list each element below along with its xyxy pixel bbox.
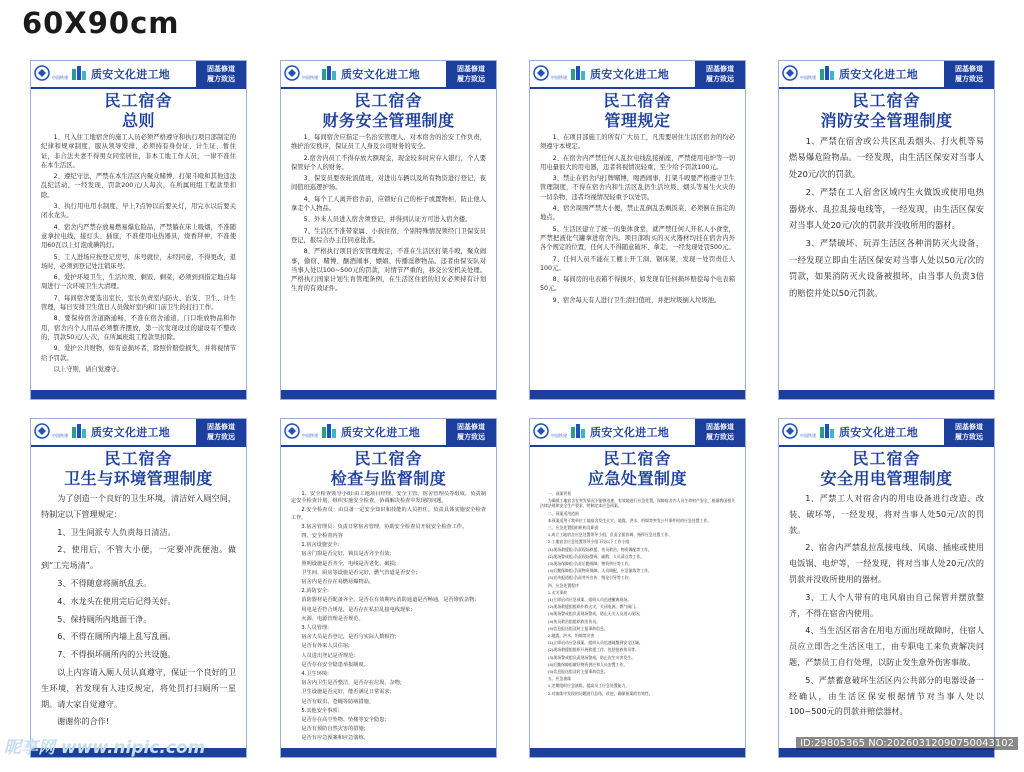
rule-paragraph: 是否有蚊虫、苍蝇等防病措施。 (301, 698, 375, 705)
panel-header (31, 61, 246, 89)
panel-footer-bar (31, 390, 246, 399)
slogan-badge (196, 419, 246, 445)
brand-name: 质安文化进工地 (341, 426, 421, 439)
rule-paragraph: (2)现场救援组组织扑救火灾，关闭电源、燃气阀门。 (547, 604, 639, 610)
rule-paragraph: (2)现场警戒组:负责现场警戒、疏散、人员清点等工作。 (547, 553, 645, 559)
rule-paragraph: (4)后勤保障组:负责物资保障、人员调配、应急演练等工作。 (547, 568, 652, 574)
panel-title-line1: 民工宿舍 (354, 449, 423, 468)
rule-paragraph: 7、任何人员不能在工棚上开工洞、锯床架，发现一处罚责任人100元。 (540, 255, 735, 272)
rule-paragraph: 以上守则，请自觉遵守。 (53, 365, 123, 373)
slogan-badge (944, 419, 994, 445)
logo-text: 中国铁建 (800, 433, 816, 438)
rule-paragraph: 9、宿舍每天有人进行卫生清扫值班，并把垃圾倒入垃圾池。 (552, 296, 721, 304)
company-logo-icon (284, 422, 338, 441)
logo-text: 中国铁建 (302, 75, 318, 80)
rule-paragraph: 5、外来人员进入宿舍须登记，并得到认证方可进入宿舍楼。 (303, 216, 472, 224)
rule-paragraph: 5、生活区建立了统一的集体食堂，就严禁任何人开私人小食堂，严禁把液化气罐拿进宿舍内。项目部购买的灭火器材均挂在宿舍内外各个规定的位置，任何人不得随意破坏、拿走，一经发现处罚500元。 (540, 225, 735, 252)
rule-paragraph: 3.宿舍管理员：负责日常宿舍管理，协助安全检查员开展安全检查工作。 (301, 523, 468, 530)
rule-paragraph: (5)信息报送组及时上报事故信息。 (547, 625, 608, 631)
rule-paragraph: 4、水龙头在使用完后记得关好。 (57, 595, 176, 606)
company-logo-icon (34, 64, 88, 83)
rule-paragraph: 8、每间房的电表箱不得损坏，如发现有任何损坏赔偿每个电表箱50元。 (540, 276, 735, 293)
rule-paragraph: 7、不得损坏厕所内的公共设施。 (57, 649, 176, 660)
slogan-line2: 履方致远 (207, 433, 235, 441)
rule-paragraph: 3、不得随意将厕纸乱丢。 (57, 577, 152, 588)
rule-paragraph: 火源、电源管理是否规范。 (301, 615, 364, 622)
rule-paragraph: 7、生活区不准带家属、小孩住宿，个别特殊情况须经门卫保安员登记，报综合办主任同意批准。 (291, 227, 486, 244)
rule-paragraph: 3、执行用电用水制度，早上7点钟以后要关灯，用完水以后要关闭水龙头。 (41, 203, 236, 220)
panel-title (31, 449, 246, 489)
rule-paragraph: 卫生间、厨房等设施是否完好，燃气管道是否安全; (301, 569, 418, 576)
rule-paragraph: 5、工人进场应按登记房号，床号就位，未经同意，不得更改，退场时，必须到登记处注销床号。 (41, 253, 236, 270)
rule-paragraph: (4)伤员救治组组织救治伤员。 (547, 618, 600, 624)
rule-paragraph: (1)现场救援组:负责现场救援、伤员救治、物资调配等工作。 (547, 546, 652, 552)
rule-paragraph: 1.成立工地宿舍应急处置领导小组，负责全面协调、指挥应急处置工作。 (547, 532, 673, 538)
signboard-grid (30, 60, 996, 760)
panel-title-line2: 总则 (121, 111, 155, 130)
rule-paragraph: 三、应急处置组织机构及职责 (547, 525, 599, 531)
panel-header (779, 61, 994, 89)
rule-paragraph: 为了创造一个良好的卫生环境，清洁好入厕空间，特制定以下管理规定： (41, 493, 236, 519)
rule-paragraph: 7、每间宿舍要选出室长，室长负责室内防火、治安、卫生、计生管理，每日安排卫生值日人员做好室内和门前卫生的打扫工作。 (41, 294, 236, 312)
rule-paragraph: 谢谢你的合作! (57, 716, 109, 727)
slogan-line1: 固基修道 (955, 65, 983, 73)
rule-paragraph: 3、工人个人带有的电风扇由自己保管并摆放整齐，不得在宿舍内使用。 (789, 591, 984, 618)
rule-paragraph: 宿舍门窗是否完好，锁具是否齐全有效; (301, 551, 392, 558)
rule-paragraph: 5、保持厕所内地面干净。 (57, 613, 152, 624)
watermark-site: 昵享网 www.nipic.com (4, 738, 206, 758)
company-logo-icon (782, 422, 836, 441)
rule-paragraph: 2、使用后，不管大小便，一定要冲洗便池。做到“工完场清”。 (41, 544, 236, 571)
slogan-badge (695, 419, 745, 445)
rule-paragraph: 用电是否符合规范，是否存在私拉乱接电线现象; (301, 606, 413, 613)
panel-title-line1: 民工宿舍 (104, 91, 173, 110)
slogan-line1: 固基修道 (706, 423, 734, 431)
rule-paragraph: 四、应急处置程序 (547, 582, 579, 588)
rule-paragraph: 宿舍人员是否登记，是否与实际人数相符; (301, 634, 397, 641)
rule-paragraph: 1、严禁在宿舍或公共区乱丢烟头、打火机等易燃易爆危险物品。一经发现，由生活区保安对当事人处20元/次的罚款。 (789, 136, 984, 179)
slogan-line2: 履方致远 (706, 75, 734, 83)
slogan-line1: 固基修道 (706, 65, 734, 73)
panel-inspection-supervision (280, 418, 497, 758)
rule-paragraph: 四、安全检查内容 (301, 533, 343, 540)
rule-paragraph: 是否有预防自然灾害的措施; (301, 726, 366, 733)
rule-paragraph: 1.火灾事故 (547, 589, 568, 595)
brand-name: 质安文化进工地 (839, 68, 919, 81)
rule-paragraph: 2、严禁在工人宿舍区域内生火做饭或使用电热器烧水、乱拉乱接电线等，一经发现，由生活区保安对当事人处20元/次的罚款并没收所用的器材。 (789, 187, 984, 231)
slogan-line1: 固基修道 (207, 65, 235, 73)
watermark-id: ID:29805365 NO:20260312090750043102 (796, 737, 1018, 750)
rule-paragraph: 4、每个工人离开宿舍前，应锁好自己的柜子或置物柜，防止他人拿走个人物品。 (291, 195, 486, 213)
brand-name: 质安文化进工地 (341, 68, 421, 81)
rule-paragraph: 1.宿舍设施安全: (301, 542, 340, 549)
slogan-line2: 履方致远 (457, 75, 485, 83)
panel-title (281, 91, 496, 131)
panel-dorm-general-rules (30, 60, 247, 400)
rule-paragraph: 1、安全检查领导小组:由工地项目经理、安全主管、宿舍管理员等组成，负责制定安全检查计划，组织实施安全检查，协调解决检查中发现的问题。 (291, 491, 486, 505)
rule-paragraph: 3、保安员要夜轮流值班，对进出车辆以及所有物资进行登记，夜间值班巡逻护场。 (291, 175, 486, 192)
panel-body (41, 133, 236, 385)
rule-paragraph: 5、严禁蓄意破坏生活区内公共部分的电器设备一经确认，由生活区保安根据情节对当事人处以100~500元的罚款并赔偿器材。 (789, 674, 984, 717)
rule-paragraph: 4、宿舍周围严禁大小便，禁止乱倒乱丢剩饭菜，必须倒在指定的地点。 (540, 205, 735, 222)
company-logo-icon (34, 422, 88, 441)
slogan-line1: 固基修道 (207, 423, 235, 431)
company-logo-icon (533, 422, 587, 441)
rule-paragraph: 照明设施是否齐全，电线是否老化、破损; (301, 560, 397, 567)
rule-paragraph: 宿舍内是否存在易燃易爆物品。 (301, 579, 375, 586)
rule-paragraph: 3、禁止在宿舍内打牌赌博，喝酒闹事，打架斗殴要严格遵守卫生管理制度，不得在宿舍内和生活区乱扔生活垃圾、烟头等易生火灾的一切杂物，违者均视情况轻重予以处罚。 (540, 175, 735, 201)
rule-paragraph: 消防器材是否配备齐全，是否在有效期内;消防通道是否畅通，是否堆放杂物; (301, 597, 477, 604)
panel-title (31, 91, 246, 131)
panel-body (540, 491, 735, 743)
panel-title-line1: 民工宿舍 (104, 449, 173, 468)
panel-title-line1: 民工宿舍 (603, 449, 672, 468)
panel-title (530, 449, 745, 489)
logo-text: 中国铁建 (52, 75, 68, 80)
slogan-line2: 履方致远 (457, 433, 485, 441)
rule-paragraph: 2、遵纪守法，严禁在本生活区内聚众赌博、打架斗殴和其他违法乱纪活动，一经发现，罚款200元/人每次，在所属班组工程款里扣除。 (41, 173, 236, 199)
panel-body (540, 133, 735, 385)
rule-paragraph: 五、应急演练 (547, 676, 572, 682)
slogan-line1: 固基修道 (457, 423, 485, 431)
rule-paragraph: 1、凡入住工地宿舍的施工人员必须严格遵守和执行项目部制定的纪律和规章制度，服从领导安排，必须持有身份证、计生证、暂住证，非合法夫妻不得男女同室居住，非本工地工作人员，一律不准住在本生活区。 (41, 134, 236, 169)
rule-paragraph: 以上内容请入厕人员认真遵守，保证一个良好的卫生环境，若发现有人违反规定，将处罚打扫厕所一星期。请大家自觉遵守。 (41, 666, 236, 709)
panel-body (41, 491, 236, 743)
rule-paragraph: (4)后勤保障组做好物资供应和人员安置工作。 (547, 661, 628, 667)
rule-paragraph: (1)立即启动应急预案，组织人员迅速疏散到安全区域。 (547, 640, 643, 646)
rule-paragraph: 本预案适用于我单位工地宿舍发生火灾、地震、洪水、坍塌等突发公共事件时的应急处置工作。 (547, 517, 712, 523)
logo-text: 中国铁建 (800, 75, 816, 80)
company-logo-icon (782, 64, 836, 83)
rule-paragraph: 3、严禁破坏、玩弄生活区各种消防灭火设备，一经发现立即由生活区保安对当事人处以50元/次的罚款，如果消防灭火设备被损坏，由当事人负责3倍的赔偿并处以50元罚款。 (789, 238, 984, 298)
rule-paragraph: 2.安全检查员：由具备一定安全知识和技能的人员担任，负责具体实施安全检查工作。 (291, 507, 486, 521)
slogan-line1: 固基修道 (457, 65, 485, 73)
panel-title-line1: 民工宿舍 (852, 449, 921, 468)
brand-name: 质安文化进工地 (839, 426, 919, 439)
rule-paragraph: 2、在宿舍内严禁任何人乱拉电线乱接插座，严禁使用电炉等一切用电量很大的用电器，违者将视情况轻重，至少给予罚款100元。 (540, 154, 735, 171)
panel-header (779, 419, 994, 447)
rule-paragraph: 1、严禁工人对宿舍内的用电设备进行改造、改装、破坏等，一经发现，将对当事人处50元/次的罚款。 (789, 493, 984, 535)
slogan-badge (695, 61, 745, 87)
slogan-line2: 履方致远 (706, 433, 734, 441)
panel-header (281, 61, 496, 89)
rule-paragraph: 人员进出登记是否规范; (301, 652, 356, 659)
panel-footer-bar (281, 390, 496, 399)
rule-paragraph: 8、严格执行项目治安管理规定，不准在生活区打架斗殴，聚众闹事，偷窃、赌博、酗酒闹事、嫖娼、传播淫秽物品。违者由保安队对当事人处以100~500元的罚款，对情节严重的，移交公安机关处理。严格执行国家计划生育管理条例，在生活区住宿的妇女必须持有计划生育的有效证件。 (291, 248, 486, 293)
panel-title-line1: 民工宿舍 (354, 91, 423, 110)
panel-title-line2: 安全用电管理制度 (820, 469, 953, 488)
panel-footer-bar (281, 748, 496, 757)
rule-paragraph: 6、不得在厕所内墙上乱写乱画。 (57, 631, 176, 642)
rule-paragraph: 2.对演练中发现的问题进行总结，改进，确保预案的有效性。 (547, 690, 653, 696)
panel-title-line2: 财务安全管理制度 (322, 111, 455, 130)
panel-title-line2: 消防安全管理制度 (820, 111, 953, 130)
panel-title (281, 449, 496, 489)
rule-paragraph: (3)现场保障组:负责后勤保障、物资供应等工作。 (547, 561, 633, 567)
rule-paragraph: 1、在项目部施工的所有广大员工，凡需要居住生活区宿舍的均必须遵守本规定。 (540, 134, 735, 151)
rule-paragraph: 3.人员管理: (301, 625, 329, 632)
panel-header (530, 61, 745, 89)
rule-paragraph: (5)信息报送组及时上报事故信息。 (547, 669, 608, 675)
slogan-line2: 履方致远 (955, 433, 983, 441)
logo-text: 中国铁建 (52, 433, 68, 438)
rule-paragraph: 2、宿舍内严禁乱拉乱接电线、风扇、插座或使用电饭锅、电炉等，一经发现，将对当事人处20元/次的罚款并没收所使用的器材。 (789, 542, 984, 584)
slogan-line2: 履方致远 (207, 75, 235, 83)
slogan-badge (446, 419, 496, 445)
page-title: 60X90cm (22, 6, 180, 40)
rule-paragraph: 卫生设施是否完好，能否满足日常需求; (301, 689, 392, 696)
slogan-badge (446, 61, 496, 87)
rule-paragraph: 2.地震、洪水、坍塌等灾害 (547, 633, 595, 639)
panel-title-line2: 卫生与环境管理制度 (64, 469, 213, 488)
panel-hygiene-environment (30, 418, 247, 758)
panel-title-line2: 应急处置制度 (587, 469, 687, 488)
rule-paragraph: 1.定期组织应急演练，提高员工应急处置能力。 (547, 683, 630, 689)
rule-paragraph: 4、宿舍内严禁存放易燃易爆危险品，严禁躺在床上吸烟，不准随意拿拉电线，接灯头、插座，不准使用电热器具，烧香拜神，不准使用60瓦以上灯泡或碘钨灯。 (41, 223, 236, 250)
rule-paragraph: 2.宿舍内员工不得存放大额现金，现金较多时应存入银行，个人要保管好个人的财务。 (291, 154, 486, 171)
panel-title (779, 91, 994, 131)
rule-paragraph: (2)现场救援组组织开展救援工作，包括抢救伤员等。 (547, 647, 639, 653)
logo-text: 中国铁建 (551, 75, 567, 80)
brand-name: 质安文化进工地 (590, 68, 670, 81)
panel-title (530, 91, 745, 131)
rule-paragraph: 是否存在安全隐患举报制度。 (301, 661, 369, 668)
panel-title (779, 449, 994, 489)
brand-name: 质安文化进工地 (91, 426, 171, 439)
panel-dorm-finance-safety (280, 60, 497, 400)
rule-paragraph: 2.工地宿舍应急处置领导小组下设以下工作小组： (547, 539, 634, 545)
rule-paragraph: 4、当生活区宿舍在用电方面出现故障时，住宿人员应立即告之生活区电工，由专职电工来负责解决问题，严禁员工自行处理，以防止发生意外伤害事故。 (789, 625, 984, 667)
panel-emergency-handling (529, 418, 746, 758)
rule-paragraph: (3)现场警戒组负责现场警戒，防止无关人员进入现场。 (547, 611, 643, 617)
panel-body (789, 133, 984, 385)
rule-paragraph: 是否有外来人员住宿; (301, 643, 350, 650)
panel-footer-bar (530, 390, 745, 399)
panel-title-line2: 管理规定 (604, 111, 671, 130)
panel-dorm-management-rules (529, 60, 746, 400)
rule-paragraph: 2.消防安全: (301, 588, 329, 595)
rule-paragraph: 是否存在高空坠物、坠楼等安全隐患; (301, 717, 387, 724)
panel-title-line1: 民工宿舍 (603, 91, 672, 110)
panel-title-line2: 检查与监督制度 (330, 469, 447, 488)
panel-body (291, 133, 486, 385)
slogan-badge (196, 61, 246, 87)
company-logo-icon (284, 64, 338, 83)
panel-header (281, 419, 496, 447)
rule-paragraph: 为确保工地宿舍在突发情况下能够迅速、有效地进行应急处置，保障宿舍内人员生命财产安全，根据我国相关法律法规和安全生产要求，特制定本应急预案。 (540, 498, 735, 509)
slogan-badge (944, 61, 994, 87)
panel-body (291, 491, 486, 743)
rule-paragraph: 5.其他安全事项: (301, 707, 340, 714)
panel-footer-bar (779, 390, 994, 399)
rule-paragraph: 一、预案背景 (547, 491, 572, 496)
panel-dorm-fire-safety (778, 60, 995, 400)
rule-paragraph: 是否有应急预案和应急演练。 (301, 735, 369, 742)
rule-paragraph: 6、爱护环境卫生，生活垃圾、剩饭、剩菜，必须到到指定地点每周进行一次环境卫生大清理。 (41, 274, 236, 291)
rule-paragraph: 宿舍内卫生是否整洁，是否存在垃圾、杂物; (301, 680, 402, 687)
rule-paragraph: 9、爱护公共财物，如有意损坏者，除照价赔偿损失，并将视情节给予罚款。 (41, 345, 236, 362)
logo-text: 中国铁建 (551, 433, 567, 438)
rule-paragraph: (1)立即启动应急预案，组织人员迅速撤离现场。 (547, 597, 632, 603)
panel-title-line1: 民工宿舍 (852, 91, 921, 110)
slogan-line2: 履方致远 (955, 75, 983, 83)
logo-text: 中国铁建 (302, 433, 318, 438)
rule-paragraph: (3)现场警戒组负责现场警戒，防止次生灾害发生。 (547, 654, 636, 660)
slogan-line1: 固基修道 (955, 423, 983, 431)
panel-header (31, 419, 246, 447)
panel-electricity-safety (778, 418, 995, 758)
panel-footer-bar (530, 748, 745, 757)
panel-body (789, 491, 984, 743)
rule-paragraph: 8、要保持宿舍道路通畅，不准在宿舍通道，门口堆放物品和作用，宿舍内个人用品必须整齐摆放，第一次发现设过的建设有不整改的，罚款50元/人·次，在所属班组工程款里扣除。 (41, 315, 236, 341)
brand-name: 质安文化进工地 (590, 426, 670, 439)
rule-paragraph: 1、卫生间派专人负责每日清洁。 (57, 526, 176, 537)
rule-paragraph: 二、预案适用范围 (547, 510, 579, 516)
rule-paragraph: 4.卫生环境: (301, 671, 329, 678)
brand-name: 质安文化进工地 (91, 68, 171, 81)
rule-paragraph: (5)宣传报道组:负责对外宣传、舆论引导等工作。 (547, 575, 633, 581)
rule-paragraph: 1、每间宿舍应指定一名治安管理人，对本宿舍的治安工作负责，维护治安秩序，保证员工人身及公司财务的安全。 (291, 134, 486, 151)
company-logo-icon (533, 64, 587, 83)
panel-header (530, 419, 745, 447)
